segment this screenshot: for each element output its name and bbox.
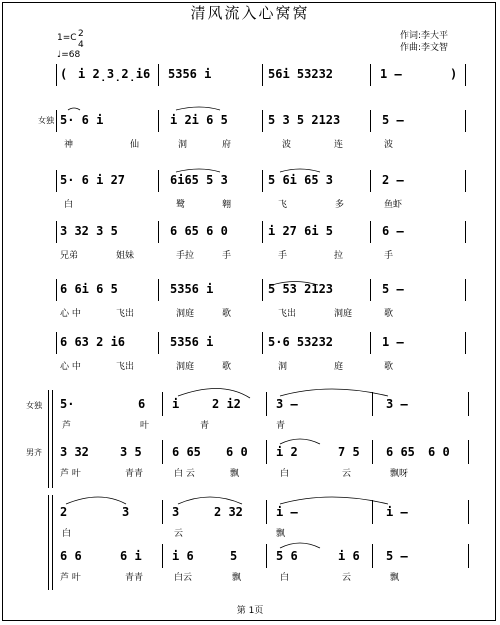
- s2-solo-note: 3: [172, 505, 180, 519]
- s1-chorus-note: 6 65: [386, 445, 415, 459]
- s2-solo-note: i –: [276, 505, 298, 519]
- lyric-syllable: 心 中: [60, 309, 81, 319]
- s2-chorus-lyric: 青青: [125, 573, 144, 583]
- lyric-syllable: 仙: [130, 140, 140, 150]
- s2-chorus-lyric: 飘: [390, 573, 400, 583]
- lyric-syllable: 手拉: [176, 251, 195, 261]
- melody-note-group: 5 –: [382, 282, 404, 296]
- s2-chorus-lyric: 芦 叶: [60, 573, 81, 583]
- composer-credit: 作曲:李文智: [400, 43, 449, 53]
- s2-chorus-note: 5 6: [276, 549, 298, 563]
- s2-solo-lyric: 云: [174, 529, 184, 539]
- s1-chorus-note: 3 5: [120, 445, 142, 459]
- s2-solo-note: 2 32: [214, 505, 243, 519]
- lyric-syllable: 白: [64, 200, 74, 210]
- lyric-syllable: 波: [282, 140, 292, 150]
- melody-note-group: 5· 6 i: [60, 113, 104, 127]
- melody-note-group: 6 6i 6 5: [60, 282, 118, 296]
- s2-chorus-note: i 6: [338, 549, 360, 563]
- s2-solo-note: 2: [60, 505, 68, 519]
- s1-chorus-lyric: 青青: [125, 469, 144, 479]
- lyric-syllable: 波: [384, 140, 394, 150]
- lyric-syllable: 洞庭: [334, 309, 353, 319]
- lyric-syllable: 洞: [278, 362, 288, 372]
- lyric-syllable: 歌: [384, 309, 394, 319]
- lyric-syllable: 兄弟: [60, 251, 79, 261]
- s1-solo-lyric: 叶: [140, 421, 150, 431]
- key-signature: 1=C: [57, 33, 77, 43]
- s2-chorus-note: 5 –: [386, 549, 408, 563]
- voice-label-female-solo: 女独: [26, 401, 42, 410]
- melody-note-group: 3 32 3 5: [60, 224, 118, 238]
- s2-solo-lyric: 飘: [276, 529, 286, 539]
- melody-note-group: 5356 i: [170, 335, 214, 349]
- lyric-syllable: 心 中: [60, 362, 81, 372]
- lyric-syllable: 鹭: [176, 200, 186, 210]
- time-signature-bottom: 4: [78, 40, 84, 50]
- s1-chorus-note: i 2: [276, 445, 298, 459]
- lyric-syllable: 拉: [334, 251, 344, 261]
- s2-chorus-note: i 6: [172, 549, 194, 563]
- prelude-measure-4: 1 –: [380, 67, 402, 81]
- lyric-syllable: 飞出: [278, 309, 297, 319]
- lyric-syllable: 翱: [222, 200, 232, 210]
- prelude-close-paren: ): [450, 67, 458, 81]
- prelude-measure-1: i 2̣3̣2̣i6: [78, 67, 151, 81]
- melody-note-group: 5·6 53232: [268, 335, 334, 349]
- lyric-syllable: 洞庭: [176, 362, 195, 372]
- slur-arc: [68, 108, 80, 110]
- lyric-syllable: 多: [335, 200, 345, 210]
- melody-note-group: 1 –: [382, 335, 404, 349]
- s1-chorus-lyric: 云: [342, 469, 352, 479]
- lyricist-credit: 作词:李大平: [400, 31, 449, 41]
- slur-arc: [280, 543, 320, 548]
- s1-solo-note: 3 –: [386, 397, 408, 411]
- s1-chorus-lyric: 飘呀: [390, 469, 409, 479]
- lyric-syllable: 姐妹: [116, 251, 135, 261]
- lyric-syllable: 飞出: [116, 362, 135, 372]
- melody-note-group: i 27 6i 5: [268, 224, 334, 238]
- lyric-syllable: 庭: [334, 362, 344, 372]
- lyric-syllable: 手: [384, 251, 394, 261]
- lyric-syllable: 歌: [222, 309, 232, 319]
- s1-solo-note: 2 i2: [212, 397, 241, 411]
- slur-arc: [280, 497, 388, 504]
- voice-label-chorus: 男齐: [26, 448, 42, 457]
- lyric-syllable: 连: [334, 140, 344, 150]
- lyric-syllable: 府: [222, 140, 232, 150]
- s2-chorus-lyric: 云: [342, 573, 352, 583]
- s2-chorus-lyric: 白: [280, 573, 290, 583]
- s2-solo-note: i –: [386, 505, 408, 519]
- melody-note-group: 6 –: [382, 224, 404, 238]
- s1-solo-note: 5·: [60, 397, 75, 411]
- s1-solo-lyric: 青: [276, 421, 286, 431]
- prelude-measure-3: 56i 53232: [268, 67, 334, 81]
- s1-chorus-lyric: 芦 叶: [60, 469, 81, 479]
- lyric-syllable: 飞: [278, 200, 288, 210]
- lyric-syllable: 手: [278, 251, 288, 261]
- s1-chorus-note: 3 32: [60, 445, 89, 459]
- s2-chorus-lyric: 飘: [232, 573, 242, 583]
- melody-note-group: 6 63 2 i6: [60, 335, 126, 349]
- slur-arc: [280, 439, 320, 444]
- lyric-syllable: 歌: [384, 362, 394, 372]
- s1-chorus-lyric: 飘: [230, 469, 240, 479]
- s1-solo-note: 6: [138, 397, 146, 411]
- song-title: 清风流入心窝窝: [190, 4, 310, 22]
- page-number: 第 1页: [236, 606, 264, 616]
- time-signature-top: 2: [78, 29, 84, 39]
- tempo-mark: ♩=68: [57, 50, 81, 60]
- lyric-syllable: 鱼虾: [384, 200, 403, 210]
- slur-arc: [176, 107, 220, 110]
- lyric-syllable: 洞: [178, 140, 188, 150]
- s1-chorus-note: 6 0: [428, 445, 450, 459]
- s2-chorus-note: 6 6: [60, 549, 82, 563]
- melody-note-group: 6 65 6 0: [170, 224, 228, 238]
- lyric-syllable: 手: [222, 251, 232, 261]
- lyric-syllable: 洞庭: [176, 309, 195, 319]
- s2-chorus-lyric: 白云: [174, 573, 193, 583]
- s2-solo-note: 3: [122, 505, 130, 519]
- s1-solo-lyric: 芦: [62, 421, 72, 431]
- s2-chorus-note: 6 i: [120, 549, 142, 563]
- lyric-syllable: 歌: [222, 362, 232, 372]
- lyric-syllable: 飞出: [116, 309, 135, 319]
- s1-solo-note: i: [172, 397, 180, 411]
- s1-chorus-note: 6 0: [226, 445, 248, 459]
- melody-note-group: 2 –: [382, 173, 404, 187]
- melody-note-group: 5356 i: [170, 282, 214, 296]
- slur-arc: [176, 169, 220, 172]
- prelude-measure-2: 5356 i: [168, 67, 212, 81]
- melody-note-group: 5 3 5 2123: [268, 113, 341, 127]
- s1-chorus-lyric: 白 云: [174, 469, 195, 479]
- melody-note-group: 5 6i 65 3: [268, 173, 334, 187]
- slur-arc: [178, 497, 242, 504]
- s1-chorus-note: 6 65: [172, 445, 201, 459]
- melody-note-group: 5 –: [382, 113, 404, 127]
- s1-solo-note: 3 –: [276, 397, 298, 411]
- melody-note-group: i 2i 6 5: [170, 113, 228, 127]
- s1-chorus-lyric: 白: [280, 469, 290, 479]
- s2-solo-lyric: 白: [62, 529, 72, 539]
- voice-label-female-solo: 女独: [38, 116, 54, 125]
- slur-arc: [272, 282, 318, 286]
- melody-note-group: 5 53 2123: [268, 282, 334, 296]
- melody-note-group: 6i65 5 3: [170, 173, 228, 187]
- prelude-open-paren: (: [60, 67, 68, 81]
- slur-arc: [66, 497, 126, 504]
- s2-chorus-note: 5: [230, 549, 238, 563]
- melody-note-group: 5· 6 i 27: [60, 173, 126, 187]
- s1-solo-lyric: 青: [200, 421, 210, 431]
- lyric-syllable: 神: [64, 140, 74, 150]
- s1-chorus-note: 7 5: [338, 445, 360, 459]
- slur-arc: [280, 389, 388, 396]
- slur-arc: [178, 388, 250, 398]
- slur-arc: [280, 169, 320, 172]
